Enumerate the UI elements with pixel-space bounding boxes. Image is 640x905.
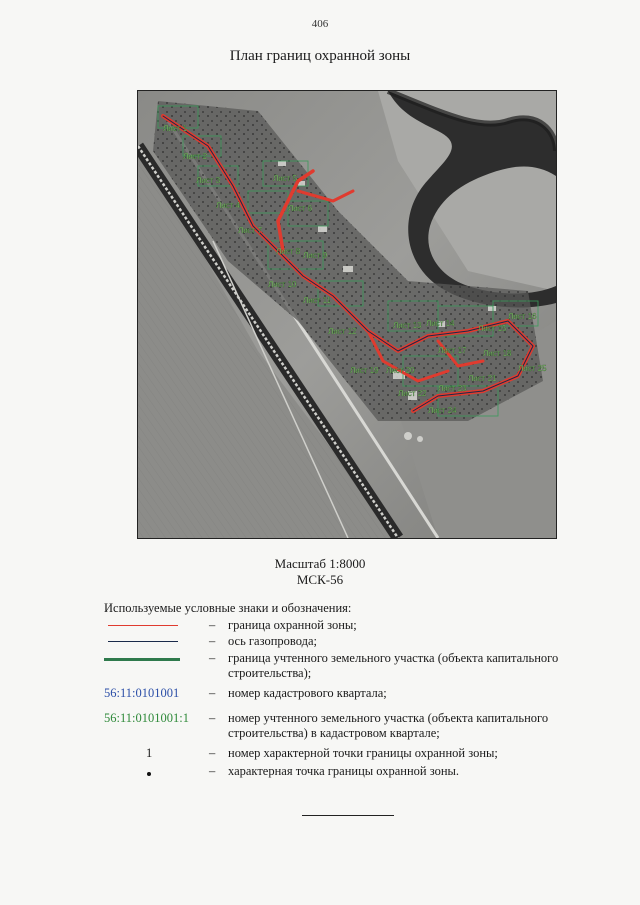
sheet-label: Лист 20 xyxy=(386,366,415,375)
sheet-label: Лист 24 xyxy=(428,406,457,415)
legend-text: ось газопровода; xyxy=(228,634,318,648)
sheet-label: Лист 25 xyxy=(518,364,547,373)
legend-key: 56:11:0101001 xyxy=(104,686,180,700)
dark-line-symbol xyxy=(108,641,178,642)
legend-key: 56:11:0101001:1 xyxy=(104,711,189,725)
sheet-label: Лист 19 xyxy=(350,366,379,375)
sheet-label: Лист 9 xyxy=(303,251,328,260)
sheet-label: Лист 8 xyxy=(276,247,301,256)
sheet-label: Лист 23 xyxy=(438,384,467,393)
sheet-label: Лист 12 xyxy=(328,327,357,336)
sheet-label: Лист 15 xyxy=(478,324,507,333)
red-line-symbol xyxy=(108,625,178,626)
map-scale: Масштаб 1:8000 xyxy=(274,556,366,571)
aerial-map xyxy=(137,90,557,539)
sheet-label: Лист 14 xyxy=(426,319,455,328)
sheet-label: Лист 4 xyxy=(216,201,241,210)
legend-dash: – xyxy=(209,618,216,632)
legend-dash: – xyxy=(209,634,216,648)
page-title: План границ охранной зоны xyxy=(229,48,411,64)
legend-title: Используемые условные знаки и обозначения: xyxy=(104,601,352,615)
sheet-label: Лист 17 xyxy=(438,346,467,355)
sheet-label: Лист 3 xyxy=(196,176,221,185)
legend-text: номер учтенного земельного участка (объекта капитального строительства) в кадастровом квартале; xyxy=(228,711,549,740)
legend-text: номер кадастрового квартала; xyxy=(228,686,387,700)
coordinate-system: МСК-56 xyxy=(296,572,344,587)
legend-key: 1 xyxy=(146,746,153,760)
green-line-symbol xyxy=(104,658,180,661)
sheet-label: Лист 18 xyxy=(483,349,512,358)
legend-dash: – xyxy=(209,711,216,725)
footer-rule xyxy=(302,815,394,816)
legend-text: характерная точка границы охранной зоны. xyxy=(228,764,460,778)
point-symbol xyxy=(147,772,151,776)
sheet-label: Лист 11 xyxy=(303,296,331,305)
sheet-label: Лист 22 xyxy=(398,389,427,398)
legend-dash: – xyxy=(209,686,216,700)
sheet-label: Лист 5 xyxy=(273,174,298,183)
sheet-label: Лист 16 xyxy=(508,312,537,321)
sheet-label: Лист 10 xyxy=(268,280,297,289)
sheet-label: Лист 7 xyxy=(238,226,263,235)
sheet-label: Лист 1 xyxy=(163,124,188,133)
sheet-label: Лист 21 xyxy=(468,374,497,383)
map-canvas xyxy=(138,91,556,538)
legend-text: граница учтенного земельного участка (объекта капитального строительства); xyxy=(228,651,559,680)
legend-dash: – xyxy=(209,764,216,778)
legend-text: номер характерной точки границы охранной зоны; xyxy=(228,746,498,760)
sheet-label: Лист 2 xyxy=(183,152,208,161)
sheet-label: Лист 13 xyxy=(393,321,422,330)
legend-text: граница охранной зоны; xyxy=(228,618,357,632)
legend-dash: – xyxy=(209,651,216,665)
sheet-label: Лист 6 xyxy=(288,204,313,213)
page-number: 406 xyxy=(311,18,329,30)
legend-dash: – xyxy=(209,746,216,760)
